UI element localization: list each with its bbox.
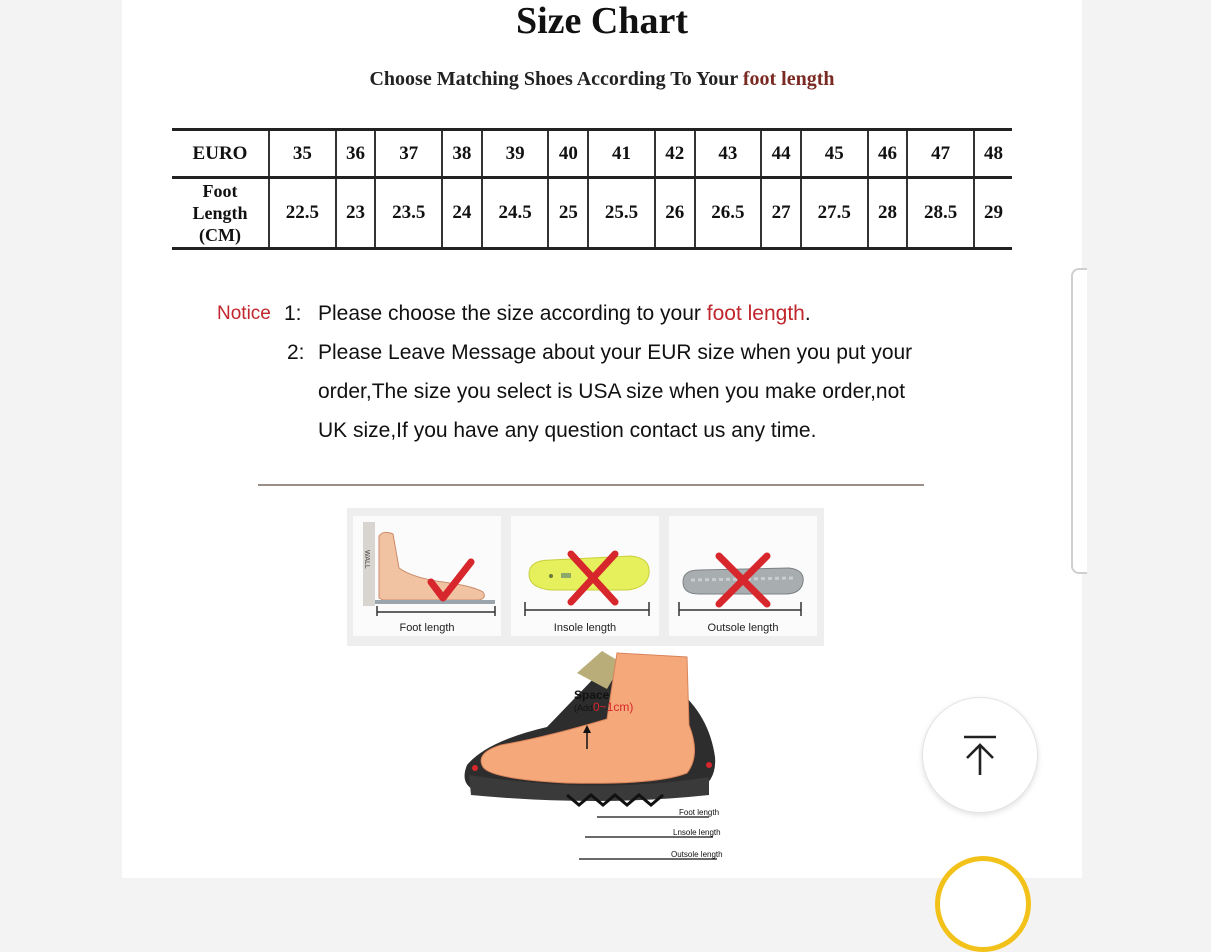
insole-illustration <box>511 516 659 616</box>
cm-cell: 23.5 <box>375 178 442 249</box>
arrow-up-to-line-icon <box>960 733 1000 777</box>
section-divider <box>258 484 924 486</box>
euro-cell: 40 <box>548 130 588 178</box>
notice-number-1: 1: <box>284 302 302 325</box>
notice-block <box>217 294 1017 450</box>
cm-cell: 27.5 <box>801 178 868 249</box>
method-insole-length <box>511 516 659 636</box>
foot-length-label-line: (CM) <box>199 225 241 245</box>
foot-length-label-line: Length <box>192 203 248 223</box>
cm-cell: 29 <box>974 178 1012 249</box>
cm-cell: 28 <box>868 178 908 249</box>
subtitle-text: Choose Matching Shoes According To Your <box>369 68 738 90</box>
space-add-range: 0~1cm) <box>593 700 634 714</box>
notice-text-4: UK size,If you have any question contact us any time. <box>318 419 817 442</box>
cm-cell: 26 <box>655 178 695 249</box>
euro-cell: 35 <box>269 130 336 178</box>
cm-cell: 26.5 <box>695 178 762 249</box>
notice-line-1 <box>217 294 1017 333</box>
euro-cell: 47 <box>907 130 974 178</box>
method-foot-length <box>353 516 501 636</box>
scroll-to-top-button[interactable] <box>922 697 1038 813</box>
floating-action-button[interactable] <box>935 856 1031 952</box>
foot-length-measure: Foot length <box>679 808 720 817</box>
euro-cell: 43 <box>695 130 762 178</box>
space-label: Space <box>574 688 610 702</box>
euro-cell: 46 <box>868 130 908 178</box>
euro-cell: 39 <box>482 130 549 178</box>
cm-cell: 25.5 <box>588 178 655 249</box>
euro-cell: 48 <box>974 130 1012 178</box>
cm-cell: 25 <box>548 178 588 249</box>
notice-text-1-suffix: . <box>804 302 811 325</box>
subtitle <box>122 68 1082 91</box>
euro-cell: 36 <box>336 130 376 178</box>
space-add-label <box>574 700 633 714</box>
euro-cell: 44 <box>761 130 801 178</box>
cm-cell: 24 <box>442 178 482 249</box>
notice-label: Notice <box>217 303 271 324</box>
notice-text-3: order,The size you select is USA size when you make order,not <box>318 380 906 403</box>
space-add-prefix: (Add <box>574 703 594 713</box>
notice-line-2 <box>217 333 1017 372</box>
size-table <box>172 128 1012 250</box>
method-outsole-length <box>669 516 817 636</box>
insole-length-measure: Lnsole length <box>673 828 721 837</box>
foot-length-row <box>172 178 1012 249</box>
measure-methods <box>347 508 824 646</box>
euro-cell: 37 <box>375 130 442 178</box>
foot-measure-illustration <box>353 516 501 616</box>
euro-row <box>172 130 1012 178</box>
notice-text-1 <box>318 294 811 333</box>
foot-length-label <box>172 178 269 249</box>
notice-number-2: 2: <box>287 341 305 364</box>
euro-cell: 41 <box>588 130 655 178</box>
cm-cell: 22.5 <box>269 178 336 249</box>
shoe-fit-diagram <box>447 645 747 878</box>
cm-cell: 24.5 <box>482 178 549 249</box>
side-drawer-handle[interactable] <box>1071 268 1087 574</box>
outsole-length-caption: Outsole length <box>707 622 779 634</box>
insole-length-caption: Insole length <box>553 622 617 634</box>
euro-cell: 42 <box>655 130 695 178</box>
notice-text-2: Please Leave Message about your EUR size when you put your <box>318 341 913 364</box>
subtitle-highlight: foot length <box>742 68 835 90</box>
euro-cell: 38 <box>442 130 482 178</box>
outsole-length-measure: Outsole length <box>671 850 723 859</box>
outsole-illustration <box>669 516 817 616</box>
euro-cell: 45 <box>801 130 868 178</box>
cm-cell: 28.5 <box>907 178 974 249</box>
foot-length-label-line: Foot <box>202 181 238 201</box>
notice-line-4 <box>217 411 1017 450</box>
foot-length-caption: Foot length <box>399 622 455 634</box>
wall-label: WALL <box>363 550 370 569</box>
notice-line-3 <box>217 372 1017 411</box>
cm-cell: 23 <box>336 178 376 249</box>
cm-cell: 27 <box>761 178 801 249</box>
page-title: Size Chart <box>515 0 689 42</box>
notice-text-1-prefix: Please choose the size according to your <box>318 302 701 325</box>
notice-text-1-highlight: foot length <box>706 302 805 325</box>
euro-label: EURO <box>172 130 269 178</box>
